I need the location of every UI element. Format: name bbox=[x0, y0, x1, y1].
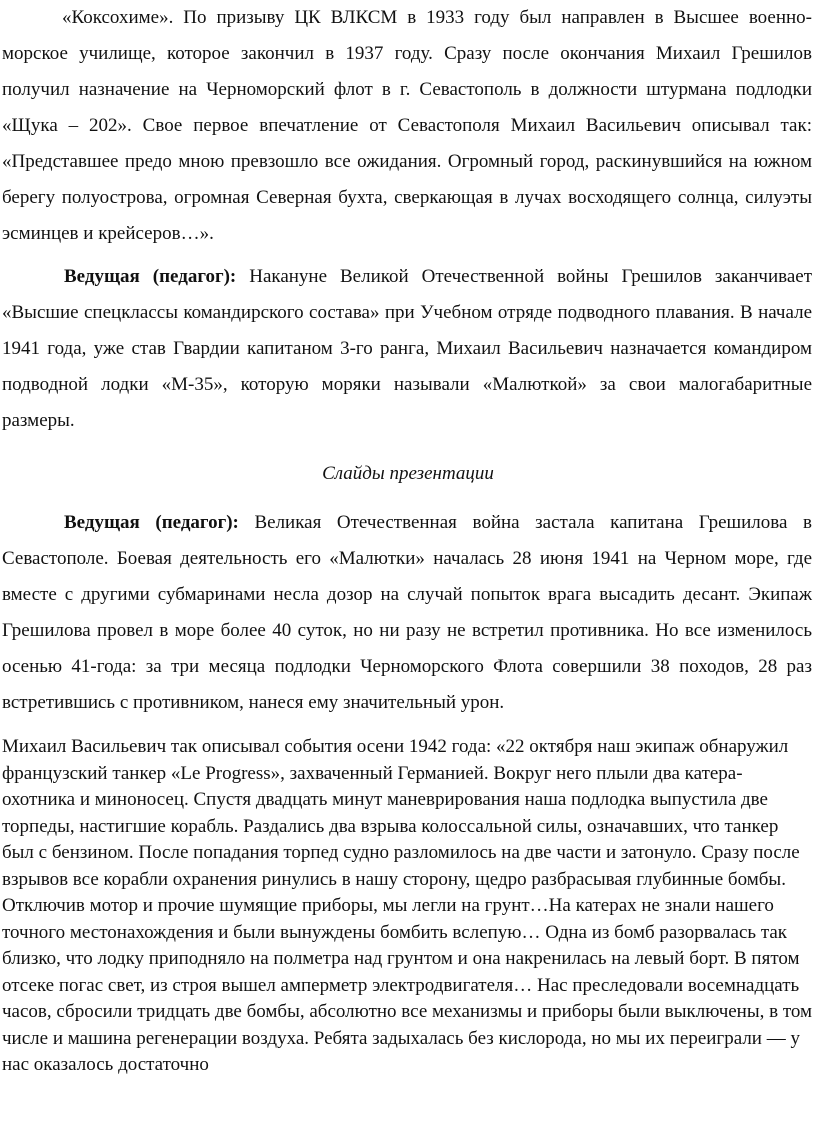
paragraph-4 bbox=[2, 505, 812, 721]
paragraph-5 bbox=[2, 734, 814, 1079]
speaker-label: Ведущая (педагог): bbox=[64, 266, 237, 287]
speaker-label: Ведущая (педагог): bbox=[64, 512, 239, 533]
paragraph-4-text: Великая Отечественная война застала капитана Грешилова в Севастополе. Боевая деятельность его «Малютки» началась 28 июня 1941 на Черном море, где вместе с другими субмаринами несла дозор на случай попыток врага высадить десант. Экипаж Грешилова провел в море более 40 суток, но ни разу не встретил противника. Но все изменилось осенью 41-года: за три месяца подлодки Черноморского Флота совершили 38 походов, 28 раз встретившись с противником, нанеся ему значительный урон. bbox=[2, 512, 812, 713]
slides-caption: Слайды презентации bbox=[322, 463, 494, 484]
paragraph-1 bbox=[2, 0, 812, 252]
paragraph-2-text: Накануне Великой Отечественной войны Грешилов заканчивает «Высшие спецклассы командирского состава» при Учебном отряде подводного плавания. В начале 1941 года, уже став Гвардии капитаном 3-го ранга, Михаил Васильевич назначается командиром подводной лодки «М-35», которую моряки называли «Малюткой» за свои малогабаритные размеры. bbox=[2, 266, 813, 431]
paragraph-2 bbox=[2, 259, 812, 439]
paragraph-1-text: «Коксохиме». По призыву ЦК ВЛКСМ в 1933 году был направлен в Высшее военно-морское училище, которое закончил в 1937 году. Сразу после окончания Михаил Грешилов получил назначение на Черноморский флот в г. Севастополь в должности штурмана подлодки «Щука – 202». Свое первое впечатление от Севастополя Михаил Васильевич описывал так: «Представшее предо мною превзошло все ожидания. Огромный город, раскинувшийся на южном берегу полуострова, огромная Северная бухта, сверкающая в лучах восходящего солнца, силуэты эсминцев и крейсеров…». bbox=[2, 7, 812, 244]
paragraph-5-text: Михаил Васильевич так описывал события осени 1942 года: «22 октября наш экипаж обнаружил французский танкер «Le Progress», захваченный Германией. Вокруг него плыли два катера-охотника и миноносец. Спустя двадцать минут маневрирования наша подлодка выпустила две торпеды, настигшие корабль. Раздались два взрыва колоссальной силы, означавших, что танкер был с бензином. После попадания торпед судно разломилось на две части и затонуло. Сразу после взрывов все корабли охранения ринулись в нашу сторону, щедро разбрасывая глубинные бомбы. Отключив мотор и прочие шумящие приборы, мы легли на грунт…На катерах не знали нашего точного местонахождения и были вынуждены бомбить вслепую… Одна из бомб разорвалась так близко, что лодку приподняло на полметра над грунтом и она накренилась на левый борт. В пятом отсеке погас свет, из строя вышел амперметр электродвигателя… Нас преследовали восемнадцать часов, сбросили тридцать две бомбы, абсолютно все механизмы и приборы были выключены, в том числе и машина регенерации воздуха. Ребята задыхалась без кислорода, но мы их переиграли — у нас оказалось достаточно bbox=[2, 736, 813, 1075]
